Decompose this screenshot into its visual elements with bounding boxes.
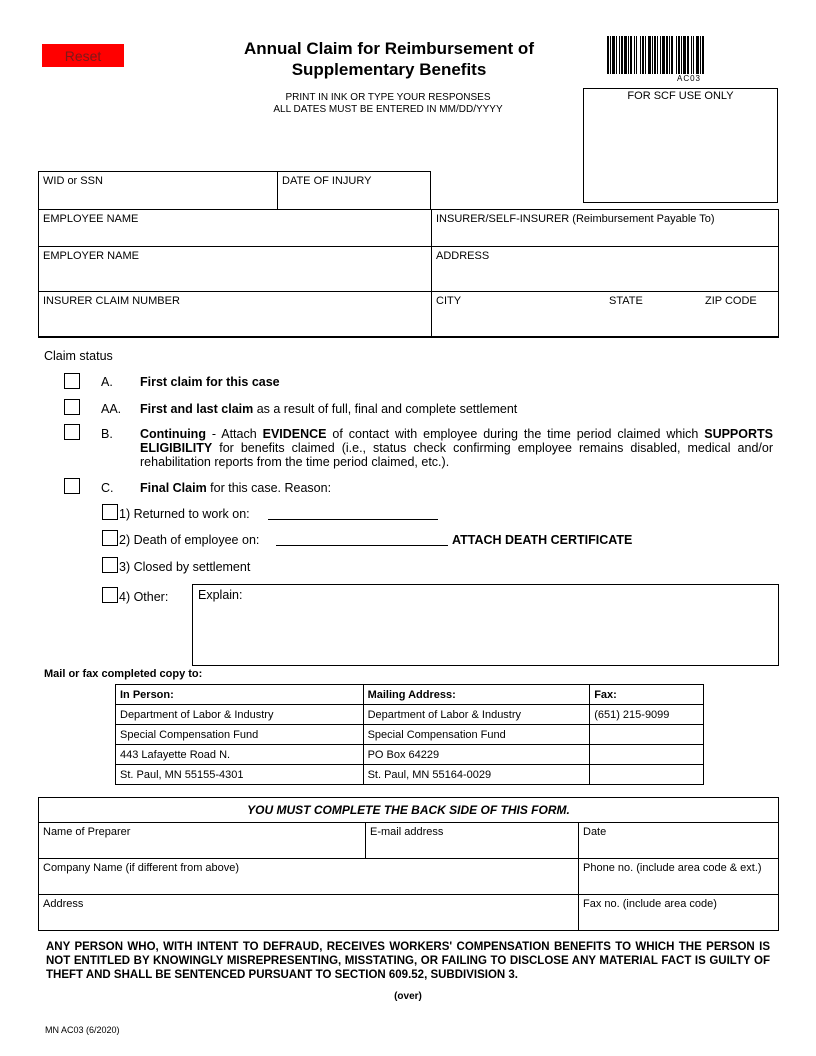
checkbox-option-a[interactable]	[64, 373, 80, 389]
table-row	[116, 765, 704, 785]
barcode-bar	[669, 36, 670, 74]
option-c-text	[140, 481, 331, 495]
attach-death-certificate-note: ATTACH DEATH CERTIFICATE	[452, 533, 633, 547]
barcode-bar	[700, 36, 701, 74]
barcode-bar	[657, 36, 658, 74]
option-c-rest: for this case. Reason:	[206, 481, 332, 495]
insurer-field[interactable]	[431, 209, 779, 247]
table-cell: Special Compensation Fund	[116, 725, 364, 745]
barcode-bar	[642, 36, 644, 74]
instructions-line-2: ALL DATES MUST BE ENTERED IN MM/DD/YYYY	[273, 104, 503, 115]
explain-textarea[interactable]	[192, 584, 779, 666]
barcode-bar	[662, 36, 665, 74]
title-line-2: Supplementary Benefits	[291, 60, 487, 79]
table-cell	[590, 745, 704, 765]
option-aa-text	[140, 402, 517, 416]
employer-name-label: EMPLOYER NAME	[43, 250, 139, 262]
table-cell: St. Paul, MN 55155-4301	[116, 765, 364, 785]
employee-name-label: EMPLOYEE NAME	[43, 213, 139, 225]
insurer-claim-number-label: INSURER CLAIM NUMBER	[43, 295, 180, 307]
table-row	[116, 725, 704, 745]
table-cell: PO Box 64229	[363, 745, 590, 765]
phone-label: Phone no. (include area code & ext.)	[583, 862, 762, 874]
option-b-continuing: Continuing	[140, 427, 206, 441]
preparer-name-label: Name of Preparer	[43, 826, 131, 838]
employer-name-field[interactable]	[38, 246, 432, 292]
barcode-bar	[612, 36, 615, 74]
phone-field[interactable]	[578, 858, 779, 895]
barcode-bar	[660, 36, 661, 74]
option-b-text-1: - Attach	[205, 427, 263, 441]
table-cell: Department of Labor & Industry	[363, 705, 590, 725]
barcode-bar	[634, 36, 635, 74]
explain-label: Explain:	[198, 588, 243, 602]
reason-4-label: 4) Other:	[119, 590, 169, 604]
table-cell: Special Compensation Fund	[363, 725, 590, 745]
barcode-bar	[681, 36, 682, 74]
barcode-bar	[678, 36, 680, 74]
option-b-text-2: of contact with employee during the time period claimed which	[326, 427, 705, 441]
instructions	[230, 92, 546, 116]
barcode-bar	[683, 36, 686, 74]
title-line-1: Annual Claim for Reimbursement of	[244, 39, 534, 58]
mail-table	[115, 684, 704, 785]
must-complete-back-notice: YOU MUST COMPLETE THE BACK SIDE OF THIS FORM.	[38, 797, 779, 823]
city-state-zip-field[interactable]	[431, 291, 779, 337]
barcode-bar	[645, 36, 646, 74]
date-of-injury-label: DATE OF INJURY	[282, 175, 372, 187]
instructions-line-1: PRINT IN INK OR TYPE YOUR RESPONSES	[285, 92, 491, 103]
barcode-bar	[702, 36, 704, 74]
city-label: CITY	[436, 295, 462, 307]
employee-name-field[interactable]	[38, 209, 432, 247]
barcode-bar	[619, 36, 620, 74]
zip-label: ZIP CODE	[705, 295, 757, 307]
company-name-label: Company Name (if different from above)	[43, 862, 240, 874]
claim-status-title: Claim status	[44, 349, 113, 363]
address-field[interactable]	[431, 246, 779, 292]
wid-ssn-label: WID or SSN	[43, 175, 103, 187]
table-row	[116, 705, 704, 725]
table-cell: Department of Labor & Industry	[116, 705, 364, 725]
header-in-person: In Person:	[116, 685, 364, 705]
form-title	[200, 38, 578, 80]
header-fax: Fax:	[590, 685, 704, 705]
checkbox-option-c[interactable]	[64, 478, 80, 494]
barcode-bar	[654, 36, 656, 74]
scf-use-only-box	[583, 88, 778, 203]
barcode-bar	[640, 36, 641, 74]
reason-1-label: 1) Returned to work on:	[119, 507, 250, 521]
checkbox-reason-3[interactable]	[102, 557, 118, 573]
barcode-bar	[693, 36, 694, 74]
option-aa-bold: First and last claim	[140, 402, 254, 416]
checkbox-reason-2[interactable]	[102, 530, 118, 546]
preparer-date-field[interactable]	[578, 822, 779, 859]
barcode-bar	[666, 36, 668, 74]
checkbox-option-aa[interactable]	[64, 399, 80, 415]
table-cell: St. Paul, MN 55164-0029	[363, 765, 590, 785]
barcode-bar	[616, 36, 617, 74]
mail-title: Mail or fax completed copy to:	[44, 668, 203, 680]
table-cell: 443 Lafayette Road N.	[116, 745, 364, 765]
option-a-text: First claim for this case	[140, 375, 280, 389]
table-cell: (651) 215-9099	[590, 705, 704, 725]
barcode-bar	[652, 36, 653, 74]
company-name-field[interactable]	[38, 858, 579, 895]
death-date-field[interactable]	[276, 534, 448, 546]
insurer-label: INSURER/SELF-INSURER (Reimbursement Payable To)	[436, 213, 715, 225]
barcode-bar	[621, 36, 623, 74]
scf-use-only-label: FOR SCF USE ONLY	[627, 90, 734, 102]
option-c-letter: C.	[101, 481, 114, 495]
preparer-email-label: E-mail address	[370, 826, 444, 838]
preparer-date-label: Date	[583, 826, 607, 838]
barcode-bar	[696, 36, 699, 74]
barcode-bar	[671, 36, 673, 74]
option-b-supports-eligibility: SUPPORTS ELIGIBILITY	[140, 427, 773, 455]
option-a-letter: A.	[101, 375, 113, 389]
option-aa-rest: as a result of full, final and complete settlement	[253, 402, 518, 416]
reason-3-label: 3) Closed by settlement	[119, 560, 251, 574]
form-id: MN AC03 (6/2020)	[45, 1025, 120, 1035]
fax-label: Fax no. (include area code)	[583, 898, 717, 910]
barcode-bar	[607, 36, 609, 74]
checkbox-option-b[interactable]	[64, 424, 80, 440]
section-divider	[38, 336, 779, 338]
header-mailing-address: Mailing Address:	[363, 685, 590, 705]
fax-field[interactable]	[578, 894, 779, 931]
barcode-label: AC03	[676, 74, 701, 83]
preparer-address-label: Address	[43, 898, 84, 910]
barcode-bar	[610, 36, 611, 74]
barcode-bar	[636, 36, 637, 74]
barcode-image	[606, 36, 772, 76]
preparer-address-field[interactable]	[38, 894, 579, 931]
barcode-bar	[628, 36, 629, 74]
table-cell	[590, 725, 704, 745]
date-of-injury-field[interactable]	[277, 171, 431, 210]
barcode-bar	[648, 36, 651, 74]
returned-to-work-date-field[interactable]	[268, 508, 438, 520]
reason-2-label: 2) Death of employee on:	[119, 533, 260, 547]
over-note: (over)	[394, 991, 422, 1002]
checkbox-reason-1[interactable]	[102, 504, 118, 520]
fraud-warning: ANY PERSON WHO, WITH INTENT TO DEFRAUD, RECEIVES WORKERS' COMPENSATION BENEFITS TO WHICH THE PERSON IS NOT ENTITLED BY KNOWINGLY MISREPRESENTING, MISSTATING, OR FAILING TO DISCLOSE ANY MATERIAL FACT IS GUILTY OF THEFT AND SHALL BE SENTENCED PURSUANT TO SECTION 609.52, SUBDIVISION 3.	[46, 941, 770, 981]
option-b-text-3: for benefits claimed (i.e., status check confirming employee remains disabled, medical and/or rehabilitation reports from the time period claimed, etc.).	[140, 441, 773, 469]
reset-button[interactable]: Reset	[42, 44, 124, 67]
option-b-evidence: EVIDENCE	[262, 427, 327, 441]
barcode-bar	[676, 36, 677, 74]
preparer-email-field[interactable]	[365, 822, 579, 859]
barcode-bar	[687, 36, 689, 74]
insurer-claim-number-field[interactable]	[38, 291, 432, 337]
barcode-bar	[624, 36, 627, 74]
option-aa-letter: AA.	[101, 402, 122, 416]
table-cell	[590, 765, 704, 785]
wid-ssn-field[interactable]	[38, 171, 278, 210]
checkbox-reason-4[interactable]	[102, 587, 118, 603]
option-b-text	[140, 427, 773, 469]
barcode-bar	[691, 36, 692, 74]
option-b-letter: B.	[101, 427, 113, 441]
preparer-name-field[interactable]	[38, 822, 366, 859]
table-row	[116, 745, 704, 765]
address-label: ADDRESS	[436, 250, 490, 262]
state-label: STATE	[609, 295, 643, 307]
mail-table-header	[116, 685, 704, 705]
option-c-bold: Final Claim	[140, 481, 207, 495]
barcode-bar	[630, 36, 632, 74]
